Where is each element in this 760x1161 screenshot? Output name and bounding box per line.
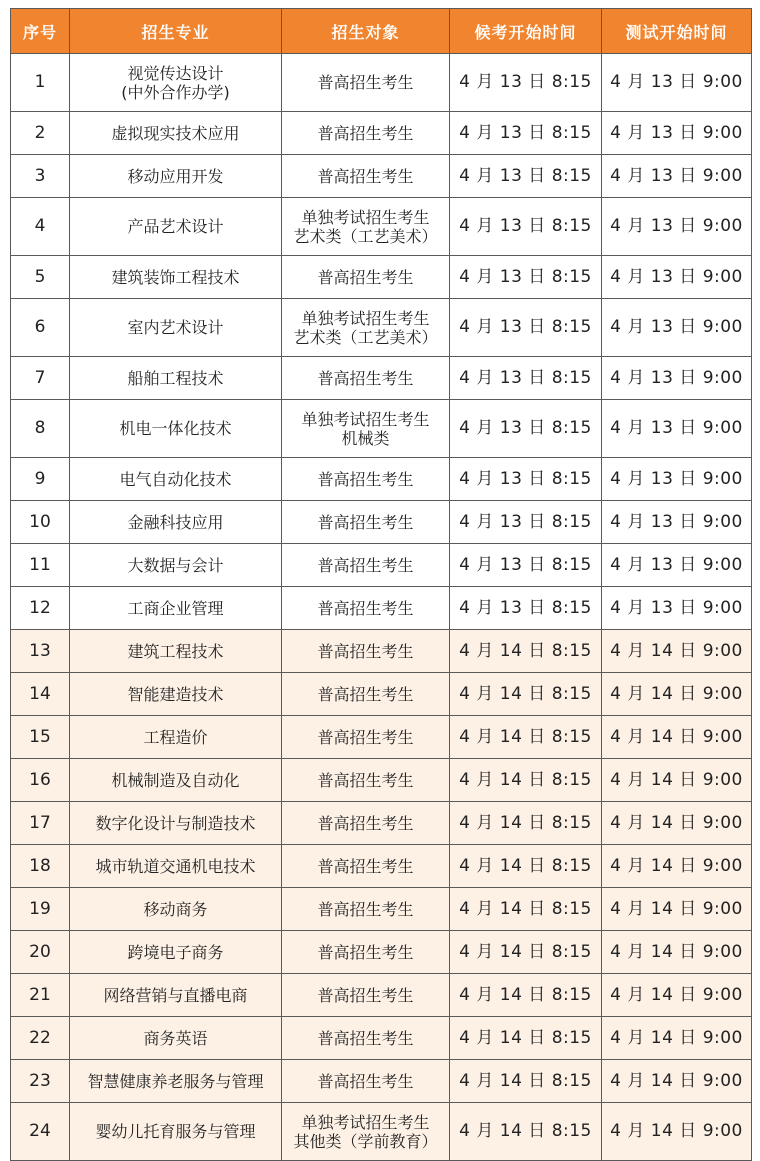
major-name-line: 机械制造及自动化 <box>111 770 240 790</box>
target-group-line: 单独考试招生考生 <box>301 1112 430 1132</box>
table-row <box>11 357 752 400</box>
serial-number: 18 <box>29 855 51 876</box>
major-cell <box>70 630 282 673</box>
wait-start-time-cell <box>450 1060 602 1103</box>
target-cell <box>282 458 450 501</box>
serial-number-cell <box>11 458 70 501</box>
target-group-line: 普高招生考生 <box>317 942 414 962</box>
table-row <box>11 458 752 501</box>
major-name-line: 移动应用开发 <box>127 166 224 186</box>
header-serial-number: 序号 <box>11 9 70 54</box>
target-cell <box>282 357 450 400</box>
major-cell <box>70 759 282 802</box>
wait-start-time: 4 月 14 日 8:15 <box>459 812 592 833</box>
header-target: 招生对象 <box>282 9 450 54</box>
target-group-line: 艺术类（工艺美术） <box>293 327 438 347</box>
header-wait-start-time: 候考开始时间 <box>450 9 602 54</box>
test-start-time: 4 月 14 日 9:00 <box>610 1070 743 1091</box>
major-name-line: 船舶工程技术 <box>127 368 224 388</box>
test-start-time: 4 月 13 日 9:00 <box>610 122 743 143</box>
wait-start-time-cell <box>450 458 602 501</box>
target-group-line: 普高招生考生 <box>317 469 414 489</box>
test-start-time-cell <box>602 1103 752 1161</box>
test-start-time-cell <box>602 802 752 845</box>
header-row <box>11 9 752 54</box>
major-name-line: 商务英语 <box>143 1028 208 1048</box>
major-name-line: 移动商务 <box>143 899 208 919</box>
test-start-time: 4 月 14 日 9:00 <box>610 941 743 962</box>
major-name-line: 大数据与会计 <box>127 555 224 575</box>
table-row <box>11 112 752 155</box>
major-cell <box>70 299 282 357</box>
wait-start-time-cell <box>450 544 602 587</box>
serial-number: 23 <box>29 1070 51 1091</box>
serial-number: 24 <box>29 1121 51 1141</box>
wait-start-time-cell <box>450 673 602 716</box>
major-name-line: (中外合作办学) <box>121 82 230 102</box>
table-row <box>11 974 752 1017</box>
test-start-time: 4 月 14 日 9:00 <box>610 683 743 704</box>
serial-number: 17 <box>29 812 51 833</box>
major-cell <box>70 1017 282 1060</box>
major-name-line: 城市轨道交通机电技术 <box>95 856 256 876</box>
major-name-line: 建筑装饰工程技术 <box>111 267 240 287</box>
serial-number-cell <box>11 673 70 716</box>
test-start-time-cell <box>602 845 752 888</box>
major-cell <box>70 155 282 198</box>
serial-number: 22 <box>29 1027 51 1048</box>
test-start-time: 4 月 14 日 9:00 <box>610 1027 743 1048</box>
target-group-line: 普高招生考生 <box>317 1071 414 1091</box>
major-cell <box>70 1060 282 1103</box>
serial-number-cell <box>11 299 70 357</box>
target-cell <box>282 759 450 802</box>
major-cell <box>70 112 282 155</box>
table-row <box>11 630 752 673</box>
table-row <box>11 888 752 931</box>
wait-start-time-cell <box>450 974 602 1017</box>
header-test-start-time: 测试开始时间 <box>602 9 752 54</box>
target-cell <box>282 256 450 299</box>
major-name-line: 虚拟现实技术应用 <box>111 123 240 143</box>
major-cell <box>70 544 282 587</box>
serial-number-cell <box>11 974 70 1017</box>
major-name-line: 室内艺术设计 <box>127 318 224 337</box>
wait-start-time-cell <box>450 1017 602 1060</box>
test-start-time: 4 月 13 日 9:00 <box>610 317 743 337</box>
test-start-time: 4 月 13 日 9:00 <box>610 72 743 92</box>
major-name-line: 产品艺术设计 <box>127 217 224 236</box>
table-row <box>11 256 752 299</box>
serial-number: 1 <box>34 72 46 92</box>
target-group-line: 其他类（学前教育） <box>293 1131 438 1151</box>
major-cell <box>70 802 282 845</box>
exam-schedule-table <box>10 8 752 1161</box>
major-cell <box>70 198 282 256</box>
test-start-time: 4 月 13 日 9:00 <box>610 511 743 532</box>
wait-start-time-cell <box>450 759 602 802</box>
serial-number: 5 <box>34 266 46 287</box>
wait-start-time: 4 月 14 日 8:15 <box>459 640 592 661</box>
target-cell <box>282 974 450 1017</box>
serial-number-cell <box>11 931 70 974</box>
table-row <box>11 802 752 845</box>
wait-start-time: 4 月 13 日 8:15 <box>459 554 592 575</box>
wait-start-time-cell <box>450 501 602 544</box>
serial-number-cell <box>11 888 70 931</box>
major-cell <box>70 1103 282 1161</box>
test-start-time: 4 月 13 日 9:00 <box>610 554 743 575</box>
target-cell <box>282 400 450 458</box>
test-start-time-cell <box>602 931 752 974</box>
major-cell <box>70 256 282 299</box>
test-start-time-cell <box>602 256 752 299</box>
serial-number: 4 <box>34 216 46 236</box>
major-cell <box>70 716 282 759</box>
target-cell <box>282 587 450 630</box>
table-row <box>11 501 752 544</box>
target-group-line: 普高招生考生 <box>317 555 414 575</box>
target-group-line: 普高招生考生 <box>317 512 414 532</box>
target-cell <box>282 1060 450 1103</box>
wait-start-time: 4 月 14 日 8:15 <box>459 683 592 704</box>
schedule-table-container <box>10 8 752 1161</box>
wait-start-time-cell <box>450 112 602 155</box>
target-cell <box>282 54 450 112</box>
target-group-line: 普高招生考生 <box>317 1028 414 1048</box>
wait-start-time: 4 月 13 日 8:15 <box>459 511 592 532</box>
wait-start-time: 4 月 13 日 8:15 <box>459 468 592 489</box>
serial-number-cell <box>11 1060 70 1103</box>
major-name-line: 建筑工程技术 <box>127 641 224 661</box>
major-cell <box>70 931 282 974</box>
serial-number-cell <box>11 544 70 587</box>
serial-number-cell <box>11 1103 70 1161</box>
test-start-time-cell <box>602 458 752 501</box>
test-start-time-cell <box>602 544 752 587</box>
major-name-line: 网络营销与直播电商 <box>103 985 248 1005</box>
target-cell <box>282 931 450 974</box>
table-row <box>11 1060 752 1103</box>
target-cell <box>282 299 450 357</box>
table-row <box>11 845 752 888</box>
serial-number-cell <box>11 845 70 888</box>
wait-start-time: 4 月 13 日 8:15 <box>459 216 592 236</box>
serial-number-cell <box>11 759 70 802</box>
table-row <box>11 673 752 716</box>
major-cell <box>70 888 282 931</box>
test-start-time-cell <box>602 630 752 673</box>
target-group-line: 单独考试招生考生 <box>301 409 430 429</box>
test-start-time-cell <box>602 1017 752 1060</box>
major-cell <box>70 501 282 544</box>
table-row <box>11 1017 752 1060</box>
wait-start-time: 4 月 14 日 8:15 <box>459 898 592 919</box>
wait-start-time-cell <box>450 845 602 888</box>
target-group-line: 机械类 <box>341 428 390 448</box>
target-cell <box>282 155 450 198</box>
target-cell <box>282 1103 450 1161</box>
serial-number-cell <box>11 716 70 759</box>
major-name-line: 婴幼儿托育服务与管理 <box>95 1122 256 1141</box>
test-start-time: 4 月 13 日 9:00 <box>610 367 743 388</box>
wait-start-time: 4 月 13 日 8:15 <box>459 165 592 186</box>
wait-start-time: 4 月 13 日 8:15 <box>459 122 592 143</box>
table-header <box>11 9 752 54</box>
wait-start-time: 4 月 13 日 8:15 <box>459 266 592 287</box>
wait-start-time-cell <box>450 299 602 357</box>
target-group-line: 普高招生考生 <box>317 770 414 790</box>
serial-number-cell <box>11 802 70 845</box>
wait-start-time-cell <box>450 888 602 931</box>
test-start-time-cell <box>602 716 752 759</box>
major-name-line: 工商企业管理 <box>127 598 224 618</box>
serial-number: 9 <box>34 468 46 489</box>
target-group-line: 普高招生考生 <box>317 73 414 92</box>
serial-number: 8 <box>34 418 46 438</box>
wait-start-time: 4 月 14 日 8:15 <box>459 855 592 876</box>
target-cell <box>282 716 450 759</box>
test-start-time-cell <box>602 400 752 458</box>
major-cell <box>70 54 282 112</box>
serial-number-cell <box>11 198 70 256</box>
serial-number: 10 <box>29 511 51 532</box>
major-name-line: 电气自动化技术 <box>119 469 232 489</box>
serial-number: 3 <box>34 165 46 186</box>
serial-number-cell <box>11 630 70 673</box>
major-cell <box>70 400 282 458</box>
target-cell <box>282 112 450 155</box>
major-name-line: 智能建造技术 <box>127 684 224 704</box>
test-start-time: 4 月 13 日 9:00 <box>610 597 743 618</box>
wait-start-time-cell <box>450 1103 602 1161</box>
test-start-time: 4 月 14 日 9:00 <box>610 898 743 919</box>
test-start-time-cell <box>602 587 752 630</box>
test-start-time: 4 月 14 日 9:00 <box>610 769 743 790</box>
test-start-time-cell <box>602 888 752 931</box>
wait-start-time: 4 月 14 日 8:15 <box>459 726 592 747</box>
serial-number: 14 <box>29 683 51 704</box>
wait-start-time-cell <box>450 802 602 845</box>
test-start-time-cell <box>602 673 752 716</box>
serial-number-cell <box>11 1017 70 1060</box>
wait-start-time: 4 月 14 日 8:15 <box>459 1027 592 1048</box>
wait-start-time-cell <box>450 400 602 458</box>
table-row <box>11 299 752 357</box>
table-row <box>11 400 752 458</box>
test-start-time: 4 月 14 日 9:00 <box>610 812 743 833</box>
serial-number: 7 <box>34 367 46 388</box>
target-cell <box>282 544 450 587</box>
serial-number: 12 <box>29 597 51 618</box>
table-body <box>11 54 752 1161</box>
serial-number: 6 <box>34 317 46 337</box>
target-group-line: 普高招生考生 <box>317 598 414 618</box>
test-start-time-cell <box>602 974 752 1017</box>
wait-start-time: 4 月 14 日 8:15 <box>459 1070 592 1091</box>
serial-number-cell <box>11 400 70 458</box>
test-start-time: 4 月 14 日 9:00 <box>610 855 743 876</box>
target-group-line: 普高招生考生 <box>317 123 414 143</box>
target-group-line: 单独考试招生考生 <box>301 207 430 227</box>
wait-start-time: 4 月 13 日 8:15 <box>459 597 592 618</box>
serial-number: 16 <box>29 769 51 790</box>
test-start-time: 4 月 13 日 9:00 <box>610 266 743 287</box>
wait-start-time: 4 月 13 日 8:15 <box>459 317 592 337</box>
serial-number: 11 <box>29 554 51 575</box>
major-name-line: 数字化设计与制造技术 <box>95 813 256 833</box>
target-group-line: 普高招生考生 <box>317 856 414 876</box>
serial-number: 15 <box>29 726 51 747</box>
target-group-line: 普高招生考生 <box>317 813 414 833</box>
wait-start-time-cell <box>450 630 602 673</box>
serial-number: 20 <box>29 941 51 962</box>
test-start-time: 4 月 14 日 9:00 <box>610 726 743 747</box>
serial-number-cell <box>11 357 70 400</box>
target-group-line: 普高招生考生 <box>317 727 414 747</box>
test-start-time: 4 月 13 日 9:00 <box>610 468 743 489</box>
test-start-time: 4 月 13 日 9:00 <box>610 165 743 186</box>
serial-number: 13 <box>29 640 51 661</box>
table-row <box>11 759 752 802</box>
test-start-time-cell <box>602 1060 752 1103</box>
wait-start-time-cell <box>450 931 602 974</box>
target-group-line: 艺术类（工艺美术） <box>293 226 438 246</box>
table-row <box>11 1103 752 1161</box>
target-cell <box>282 888 450 931</box>
major-cell <box>70 845 282 888</box>
test-start-time-cell <box>602 501 752 544</box>
serial-number: 2 <box>34 122 46 143</box>
target-cell <box>282 501 450 544</box>
target-group-line: 普高招生考生 <box>317 684 414 704</box>
wait-start-time-cell <box>450 198 602 256</box>
test-start-time: 4 月 13 日 9:00 <box>610 418 743 438</box>
wait-start-time-cell <box>450 54 602 112</box>
wait-start-time-cell <box>450 357 602 400</box>
serial-number-cell <box>11 112 70 155</box>
serial-number-cell <box>11 155 70 198</box>
target-group-line: 普高招生考生 <box>317 166 414 186</box>
serial-number: 19 <box>29 898 51 919</box>
table-row <box>11 155 752 198</box>
serial-number-cell <box>11 54 70 112</box>
major-cell <box>70 974 282 1017</box>
wait-start-time: 4 月 14 日 8:15 <box>459 769 592 790</box>
serial-number: 21 <box>29 984 51 1005</box>
wait-start-time: 4 月 14 日 8:15 <box>459 984 592 1005</box>
wait-start-time: 4 月 14 日 8:15 <box>459 941 592 962</box>
major-name-line: 机电一体化技术 <box>119 419 232 438</box>
target-group-line: 普高招生考生 <box>317 368 414 388</box>
wait-start-time-cell <box>450 256 602 299</box>
table-row <box>11 587 752 630</box>
wait-start-time: 4 月 14 日 8:15 <box>459 1121 592 1141</box>
table-row <box>11 54 752 112</box>
test-start-time-cell <box>602 155 752 198</box>
test-start-time-cell <box>602 198 752 256</box>
test-start-time-cell <box>602 357 752 400</box>
major-cell <box>70 587 282 630</box>
test-start-time: 4 月 14 日 9:00 <box>610 984 743 1005</box>
serial-number-cell <box>11 501 70 544</box>
target-cell <box>282 845 450 888</box>
target-cell <box>282 802 450 845</box>
table-row <box>11 931 752 974</box>
wait-start-time-cell <box>450 155 602 198</box>
target-group-line: 普高招生考生 <box>317 267 414 287</box>
wait-start-time: 4 月 13 日 8:15 <box>459 418 592 438</box>
target-cell <box>282 1017 450 1060</box>
test-start-time-cell <box>602 759 752 802</box>
serial-number-cell <box>11 587 70 630</box>
major-name-line: 跨境电子商务 <box>127 942 224 962</box>
target-cell <box>282 630 450 673</box>
major-name-line: 金融科技应用 <box>127 512 224 532</box>
wait-start-time-cell <box>450 716 602 759</box>
test-start-time-cell <box>602 54 752 112</box>
target-group-line: 普高招生考生 <box>317 899 414 919</box>
table-row <box>11 716 752 759</box>
target-cell <box>282 198 450 256</box>
header-major: 招生专业 <box>70 9 282 54</box>
serial-number-cell <box>11 256 70 299</box>
test-start-time-cell <box>602 299 752 357</box>
test-start-time: 4 月 14 日 9:00 <box>610 1121 743 1141</box>
major-name-line: 智慧健康养老服务与管理 <box>87 1071 264 1091</box>
major-cell <box>70 357 282 400</box>
major-cell <box>70 458 282 501</box>
test-start-time: 4 月 14 日 9:00 <box>610 640 743 661</box>
wait-start-time: 4 月 13 日 8:15 <box>459 72 592 92</box>
target-group-line: 普高招生考生 <box>317 985 414 1005</box>
test-start-time: 4 月 13 日 9:00 <box>610 216 743 236</box>
wait-start-time-cell <box>450 587 602 630</box>
target-group-line: 普高招生考生 <box>317 641 414 661</box>
table-row <box>11 198 752 256</box>
target-group-line: 单独考试招生考生 <box>301 308 430 328</box>
major-name-line: 工程造价 <box>143 727 208 747</box>
target-cell <box>282 673 450 716</box>
wait-start-time: 4 月 13 日 8:15 <box>459 367 592 388</box>
test-start-time-cell <box>602 112 752 155</box>
table-row <box>11 544 752 587</box>
major-cell <box>70 673 282 716</box>
major-name-line: 视觉传达设计 <box>127 63 224 83</box>
